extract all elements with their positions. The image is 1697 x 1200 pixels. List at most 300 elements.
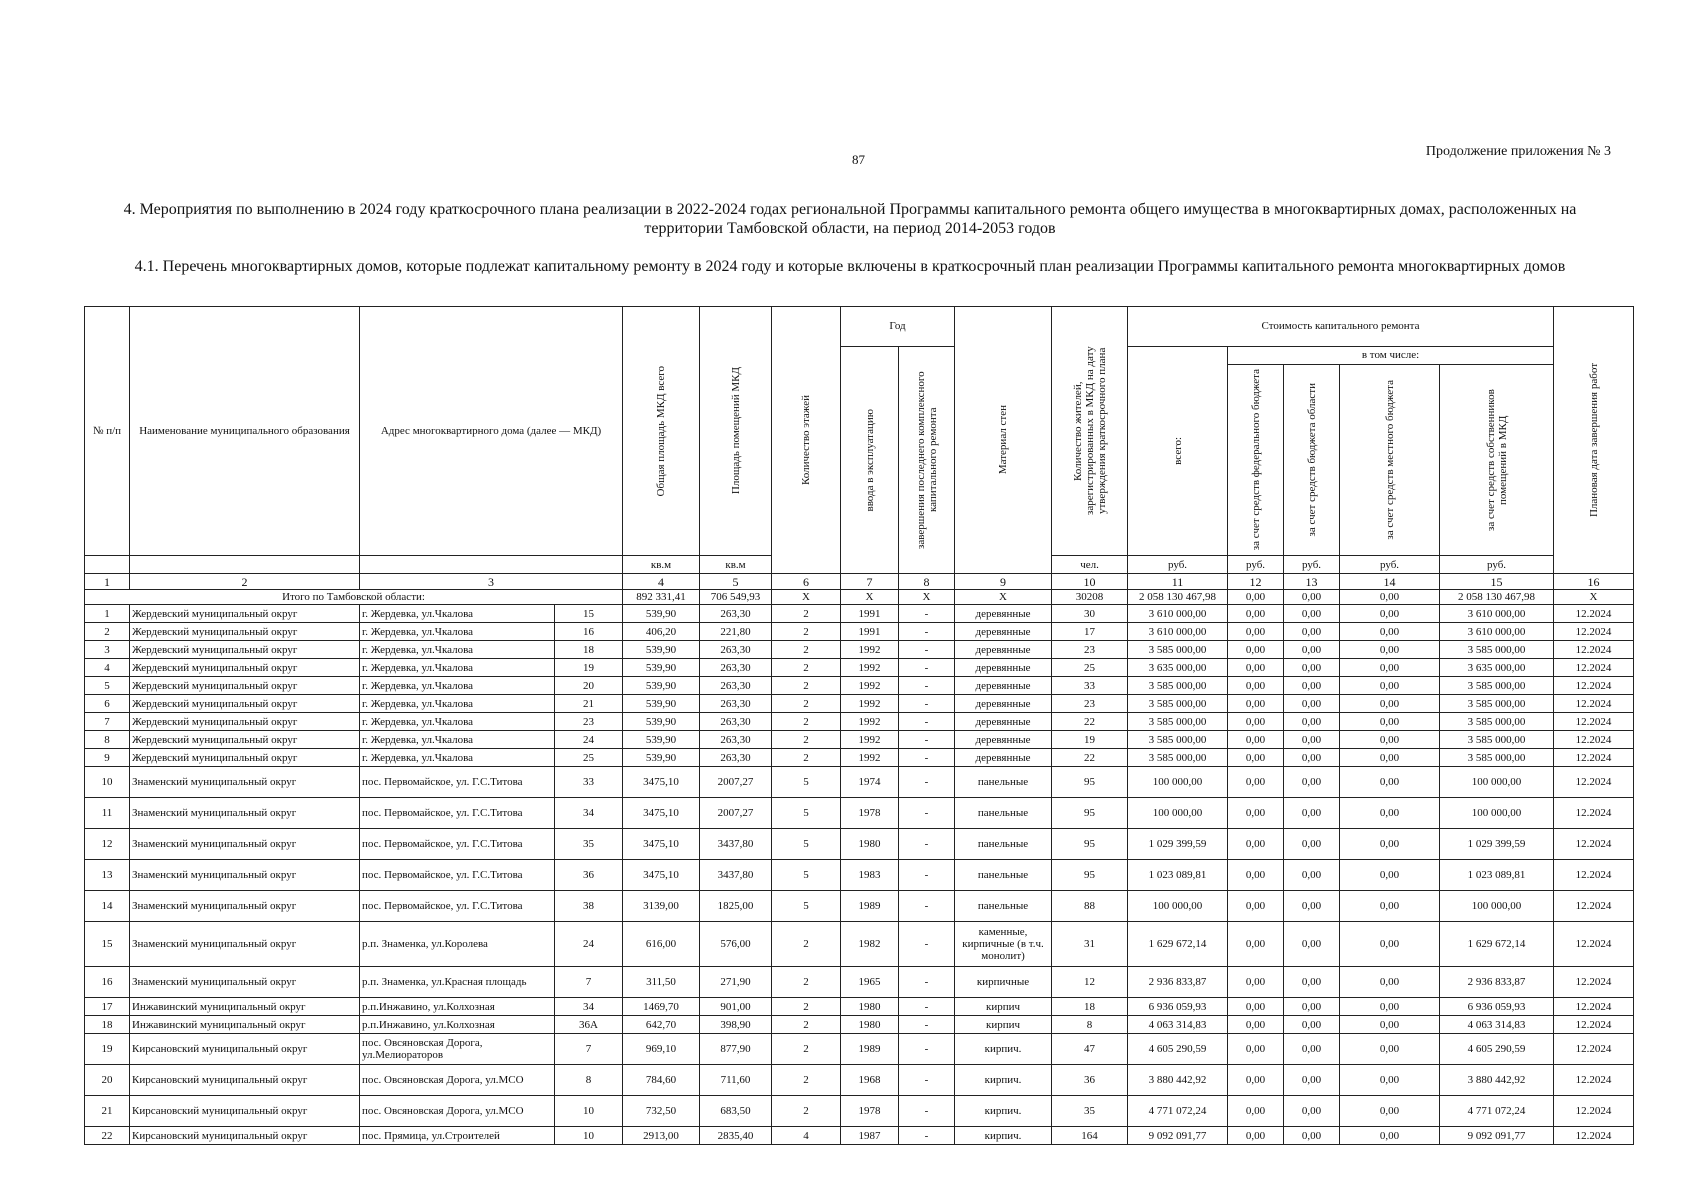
row-rooms: 263,30 — [700, 605, 772, 623]
table-row — [85, 998, 1634, 1016]
row-rooms: 263,30 — [700, 749, 772, 767]
row-cost-total: 3 585 000,00 — [1128, 713, 1228, 731]
unit-area: кв.м — [623, 556, 700, 574]
row-municipality: Кирсановский муниципальный округ — [130, 1065, 360, 1096]
row-cost-total: 3 585 000,00 — [1128, 641, 1228, 659]
header-local: за счет средств местного бюджета — [1340, 365, 1440, 556]
row-cost-fed: 0,00 — [1228, 967, 1284, 998]
row-rooms: 263,30 — [700, 659, 772, 677]
table-row — [85, 1016, 1634, 1034]
row-floors: 2 — [772, 731, 841, 749]
row-municipality: Знаменский муниципальный округ — [130, 829, 360, 860]
row-municipality: Инжавинский муниципальный округ — [130, 1016, 360, 1034]
row-walls: деревянные — [955, 713, 1052, 731]
row-cost-total: 3 585 000,00 — [1128, 731, 1228, 749]
row-area: 616,00 — [623, 922, 700, 967]
row-address: г. Жердевка, ул.Чкалова — [360, 749, 555, 767]
row-address: г. Жердевка, ул.Чкалова — [360, 623, 555, 641]
table-row — [85, 922, 1634, 967]
row-year-built: 1965 — [841, 967, 899, 998]
row-year-built: 1991 — [841, 605, 899, 623]
row-year-built: 1980 — [841, 829, 899, 860]
row-address: р.п. Знаменка, ул.Королева — [360, 922, 555, 967]
row-walls: деревянные — [955, 641, 1052, 659]
row-cost-reg: 0,00 — [1284, 798, 1340, 829]
row-number: 10 — [85, 767, 130, 798]
row-year-repair: - — [899, 1065, 955, 1096]
row-floors: 2 — [772, 749, 841, 767]
row-house: 16 — [555, 623, 623, 641]
row-residents: 31 — [1052, 922, 1128, 967]
row-cost-reg: 0,00 — [1284, 641, 1340, 659]
row-floors: 2 — [772, 998, 841, 1016]
row-cost-fed: 0,00 — [1228, 767, 1284, 798]
row-rooms: 263,30 — [700, 731, 772, 749]
row-cost-owners: 100 000,00 — [1440, 798, 1554, 829]
row-date: 12.2024 — [1554, 641, 1634, 659]
row-year-repair: - — [899, 641, 955, 659]
row-address: пос. Прямица, ул.Строителей — [360, 1127, 555, 1145]
row-cost-local: 0,00 — [1340, 677, 1440, 695]
row-cost-reg: 0,00 — [1284, 1016, 1340, 1034]
row-number: 14 — [85, 891, 130, 922]
row-date: 12.2024 — [1554, 1034, 1634, 1065]
row-year-built: 1987 — [841, 1127, 899, 1145]
row-walls: деревянные — [955, 623, 1052, 641]
row-house: 34 — [555, 998, 623, 1016]
row-house: 8 — [555, 1065, 623, 1096]
row-walls: деревянные — [955, 749, 1052, 767]
row-date: 12.2024 — [1554, 1065, 1634, 1096]
row-cost-owners: 3 585 000,00 — [1440, 641, 1554, 659]
row-area: 784,60 — [623, 1065, 700, 1096]
row-cost-owners: 3 585 000,00 — [1440, 731, 1554, 749]
row-cost-reg: 0,00 — [1284, 1065, 1340, 1096]
row-residents: 95 — [1052, 860, 1128, 891]
row-date: 12.2024 — [1554, 749, 1634, 767]
row-municipality: Знаменский муниципальный округ — [130, 767, 360, 798]
row-walls: каменные, кирпичные (в т.ч. монолит) — [955, 922, 1052, 967]
row-number: 8 — [85, 731, 130, 749]
row-walls: деревянные — [955, 677, 1052, 695]
row-cost-local: 0,00 — [1340, 1065, 1440, 1096]
row-rooms: 263,30 — [700, 641, 772, 659]
row-number: 1 — [85, 605, 130, 623]
header-year-repair: завершения последнего комплексного капитального ремонта — [899, 347, 955, 574]
row-cost-total: 3 610 000,00 — [1128, 623, 1228, 641]
row-house: 23 — [555, 713, 623, 731]
row-walls: деревянные — [955, 605, 1052, 623]
row-cost-local: 0,00 — [1340, 713, 1440, 731]
row-number: 13 — [85, 860, 130, 891]
column-numbers-row: 1 2 3 4 5 6 7 8 9 10 11 12 13 14 15 16 — [85, 574, 1634, 590]
row-year-built: 1992 — [841, 659, 899, 677]
header-year-built: ввода в эксплуатацию — [841, 347, 899, 574]
row-rooms: 2835,40 — [700, 1127, 772, 1145]
row-cost-total: 100 000,00 — [1128, 798, 1228, 829]
header-walls: Материал стен — [955, 307, 1052, 574]
row-address: пос. Первомайское, ул. Г.С.Титова — [360, 829, 555, 860]
row-cost-total: 100 000,00 — [1128, 767, 1228, 798]
table-row — [85, 659, 1634, 677]
row-cost-total: 6 936 059,93 — [1128, 998, 1228, 1016]
row-cost-reg: 0,00 — [1284, 1127, 1340, 1145]
row-cost-fed: 0,00 — [1228, 713, 1284, 731]
row-cost-fed: 0,00 — [1228, 605, 1284, 623]
row-house: 35 — [555, 829, 623, 860]
unit-empty-3 — [360, 556, 623, 574]
row-rooms: 263,30 — [700, 713, 772, 731]
table-row — [85, 1096, 1634, 1127]
header-floors: Количество этажей — [772, 307, 841, 574]
row-residents: 95 — [1052, 829, 1128, 860]
row-cost-owners: 4 063 314,83 — [1440, 1016, 1554, 1034]
row-area: 732,50 — [623, 1096, 700, 1127]
row-cost-fed: 0,00 — [1228, 829, 1284, 860]
row-municipality: Жердевский муниципальный округ — [130, 677, 360, 695]
row-cost-local: 0,00 — [1340, 922, 1440, 967]
row-year-built: 1978 — [841, 1096, 899, 1127]
row-year-repair: - — [899, 1016, 955, 1034]
row-cost-fed: 0,00 — [1228, 641, 1284, 659]
row-year-built: 1980 — [841, 1016, 899, 1034]
row-house: 25 — [555, 749, 623, 767]
row-residents: 22 — [1052, 713, 1128, 731]
row-residents: 19 — [1052, 731, 1128, 749]
row-cost-owners: 100 000,00 — [1440, 891, 1554, 922]
row-municipality: Кирсановский муниципальный округ — [130, 1034, 360, 1065]
row-cost-owners: 3 610 000,00 — [1440, 623, 1554, 641]
row-floors: 5 — [772, 891, 841, 922]
row-cost-owners: 6 936 059,93 — [1440, 998, 1554, 1016]
row-cost-reg: 0,00 — [1284, 860, 1340, 891]
row-cost-reg: 0,00 — [1284, 695, 1340, 713]
row-rooms: 271,90 — [700, 967, 772, 998]
totals-area: 892 331,41 — [623, 590, 700, 605]
table-row — [85, 641, 1634, 659]
row-cost-owners: 1 629 672,14 — [1440, 922, 1554, 967]
row-year-built: 1992 — [841, 749, 899, 767]
row-rooms: 3437,80 — [700, 829, 772, 860]
row-floors: 2 — [772, 677, 841, 695]
row-number: 7 — [85, 713, 130, 731]
row-cost-fed: 0,00 — [1228, 1127, 1284, 1145]
row-cost-fed: 0,00 — [1228, 860, 1284, 891]
row-cost-owners: 3 635 000,00 — [1440, 659, 1554, 677]
row-house: 10 — [555, 1127, 623, 1145]
totals-local: 0,00 — [1340, 590, 1440, 605]
header-address: Адрес многоквартирного дома (далее — МКД) — [360, 307, 623, 556]
header-year-group: Год — [841, 307, 955, 347]
row-date: 12.2024 — [1554, 677, 1634, 695]
totals-reg: 0,00 — [1284, 590, 1340, 605]
row-cost-local: 0,00 — [1340, 998, 1440, 1016]
document-subtitle: 4.1. Перечень многоквартирных домов, которые подлежат капитальному ремонту в 2024 году и которые включены в краткосрочный план реализации Программы капитального ремонта многоквартирных домов — [134, 258, 1566, 275]
totals-residents: 30208 — [1052, 590, 1128, 605]
row-rooms: 2007,27 — [700, 767, 772, 798]
row-area: 3139,00 — [623, 891, 700, 922]
table-row — [85, 891, 1634, 922]
row-residents: 36 — [1052, 1065, 1128, 1096]
page-number: 87 — [852, 152, 865, 167]
row-cost-owners: 9 092 091,77 — [1440, 1127, 1554, 1145]
row-floors: 2 — [772, 1065, 841, 1096]
row-cost-owners: 3 585 000,00 — [1440, 749, 1554, 767]
row-floors: 2 — [772, 713, 841, 731]
unit-empty-2 — [130, 556, 360, 574]
row-rooms: 398,90 — [700, 1016, 772, 1034]
row-area: 539,90 — [623, 677, 700, 695]
row-municipality: Знаменский муниципальный округ — [130, 798, 360, 829]
row-address: г. Жердевка, ул.Чкалова — [360, 659, 555, 677]
row-year-built: 1991 — [841, 623, 899, 641]
row-floors: 2 — [772, 1096, 841, 1127]
row-residents: 47 — [1052, 1034, 1128, 1065]
row-walls: панельные — [955, 829, 1052, 860]
table-row — [85, 677, 1634, 695]
totals-cost: 2 058 130 467,98 — [1128, 590, 1228, 605]
row-cost-local: 0,00 — [1340, 767, 1440, 798]
row-walls: деревянные — [955, 731, 1052, 749]
row-year-built: 1974 — [841, 767, 899, 798]
row-residents: 25 — [1052, 659, 1128, 677]
row-house: 19 — [555, 659, 623, 677]
row-cost-local: 0,00 — [1340, 860, 1440, 891]
row-walls: кирпич. — [955, 1034, 1052, 1065]
row-cost-fed: 0,00 — [1228, 922, 1284, 967]
row-address: пос. Первомайское, ул. Г.С.Титова — [360, 860, 555, 891]
header-including: в том числе: — [1228, 347, 1554, 365]
row-year-built: 1992 — [841, 713, 899, 731]
unit-rub-total: руб. — [1128, 556, 1228, 574]
row-municipality: Жердевский муниципальный округ — [130, 605, 360, 623]
header-num: № п/п — [85, 307, 130, 556]
row-cost-local: 0,00 — [1340, 967, 1440, 998]
row-walls: кирпич — [955, 998, 1052, 1016]
row-number: 16 — [85, 967, 130, 998]
row-year-repair: - — [899, 695, 955, 713]
row-rooms: 2007,27 — [700, 798, 772, 829]
row-cost-total: 3 880 442,92 — [1128, 1065, 1228, 1096]
row-rooms: 3437,80 — [700, 860, 772, 891]
row-number: 18 — [85, 1016, 130, 1034]
row-area: 969,10 — [623, 1034, 700, 1065]
row-cost-fed: 0,00 — [1228, 1034, 1284, 1065]
row-walls: панельные — [955, 860, 1052, 891]
row-walls: кирпич — [955, 1016, 1052, 1034]
row-residents: 164 — [1052, 1127, 1128, 1145]
row-rooms: 576,00 — [700, 922, 772, 967]
row-rooms: 263,30 — [700, 677, 772, 695]
row-house: 18 — [555, 641, 623, 659]
row-address: г. Жердевка, ул.Чкалова — [360, 731, 555, 749]
row-address: пос. Первомайское, ул. Г.С.Титова — [360, 767, 555, 798]
row-cost-fed: 0,00 — [1228, 1096, 1284, 1127]
row-cost-reg: 0,00 — [1284, 998, 1340, 1016]
row-address: г. Жердевка, ул.Чкалова — [360, 641, 555, 659]
totals-built: Х — [841, 590, 899, 605]
row-year-built: 1980 — [841, 998, 899, 1016]
row-floors: 5 — [772, 860, 841, 891]
row-house: 7 — [555, 1034, 623, 1065]
row-floors: 2 — [772, 659, 841, 677]
row-number: 3 — [85, 641, 130, 659]
row-cost-owners: 3 585 000,00 — [1440, 695, 1554, 713]
row-address: р.п.Инжавино, ул.Колхозная — [360, 1016, 555, 1034]
row-address: пос. Первомайское, ул. Г.С.Титова — [360, 798, 555, 829]
row-floors: 5 — [772, 798, 841, 829]
row-cost-local: 0,00 — [1340, 1016, 1440, 1034]
row-address: г. Жердевка, ул.Чкалова — [360, 713, 555, 731]
row-year-repair: - — [899, 767, 955, 798]
row-rooms: 877,90 — [700, 1034, 772, 1065]
row-house: 24 — [555, 731, 623, 749]
row-municipality: Знаменский муниципальный округ — [130, 967, 360, 998]
row-area: 3475,10 — [623, 860, 700, 891]
row-municipality: Жердевский муниципальный округ — [130, 749, 360, 767]
totals-floors: Х — [772, 590, 841, 605]
row-date: 12.2024 — [1554, 998, 1634, 1016]
header-completion-date: Плановая дата завершения работ — [1554, 307, 1634, 574]
row-residents: 35 — [1052, 1096, 1128, 1127]
row-cost-total: 1 029 399,59 — [1128, 829, 1228, 860]
row-cost-reg: 0,00 — [1284, 1034, 1340, 1065]
row-year-built: 1978 — [841, 798, 899, 829]
row-address: р.п.Инжавино, ул.Колхозная — [360, 998, 555, 1016]
row-residents: 88 — [1052, 891, 1128, 922]
table-row — [85, 967, 1634, 998]
row-date: 12.2024 — [1554, 891, 1634, 922]
row-residents: 33 — [1052, 677, 1128, 695]
row-year-repair: - — [899, 713, 955, 731]
row-address: г. Жердевка, ул.Чкалова — [360, 695, 555, 713]
row-house: 24 — [555, 922, 623, 967]
row-date: 12.2024 — [1554, 1127, 1634, 1145]
row-cost-local: 0,00 — [1340, 1127, 1440, 1145]
row-date: 12.2024 — [1554, 659, 1634, 677]
row-walls: панельные — [955, 798, 1052, 829]
table-row — [85, 1065, 1634, 1096]
row-floors: 2 — [772, 695, 841, 713]
row-year-repair: - — [899, 860, 955, 891]
row-cost-total: 3 635 000,00 — [1128, 659, 1228, 677]
row-residents: 8 — [1052, 1016, 1128, 1034]
row-year-repair: - — [899, 829, 955, 860]
row-municipality: Жердевский муниципальный округ — [130, 731, 360, 749]
row-area: 1469,70 — [623, 998, 700, 1016]
totals-walls: Х — [955, 590, 1052, 605]
row-cost-local: 0,00 — [1340, 641, 1440, 659]
row-municipality: Кирсановский муниципальный округ — [130, 1127, 360, 1145]
row-floors: 2 — [772, 922, 841, 967]
header-area-rooms: Площадь помещений МКД — [700, 307, 772, 556]
row-area: 311,50 — [623, 967, 700, 998]
row-area: 539,90 — [623, 749, 700, 767]
row-cost-owners: 1 023 089,81 — [1440, 860, 1554, 891]
table-row — [85, 860, 1634, 891]
row-cost-fed: 0,00 — [1228, 998, 1284, 1016]
row-cost-reg: 0,00 — [1284, 891, 1340, 922]
row-municipality: Знаменский муниципальный округ — [130, 891, 360, 922]
header-federal: за счет средств федерального бюджета — [1228, 365, 1284, 556]
row-cost-reg: 0,00 — [1284, 731, 1340, 749]
row-rooms: 901,00 — [700, 998, 772, 1016]
row-cost-reg: 0,00 — [1284, 829, 1340, 860]
row-residents: 18 — [1052, 998, 1128, 1016]
row-cost-total: 100 000,00 — [1128, 891, 1228, 922]
totals-row — [85, 590, 1634, 605]
row-year-built: 1982 — [841, 922, 899, 967]
row-year-repair: - — [899, 1127, 955, 1145]
row-area: 539,90 — [623, 713, 700, 731]
row-area: 2913,00 — [623, 1127, 700, 1145]
row-walls: панельные — [955, 767, 1052, 798]
row-date: 12.2024 — [1554, 623, 1634, 641]
row-floors: 2 — [772, 1034, 841, 1065]
row-year-built: 1992 — [841, 677, 899, 695]
row-cost-reg: 0,00 — [1284, 677, 1340, 695]
row-cost-fed: 0,00 — [1228, 677, 1284, 695]
row-house: 33 — [555, 767, 623, 798]
row-address: г. Жердевка, ул.Чкалова — [360, 605, 555, 623]
row-residents: 23 — [1052, 695, 1128, 713]
row-number: 20 — [85, 1065, 130, 1096]
row-number: 4 — [85, 659, 130, 677]
row-year-built: 1983 — [841, 860, 899, 891]
row-number: 6 — [85, 695, 130, 713]
row-rooms: 221,80 — [700, 623, 772, 641]
row-cost-fed: 0,00 — [1228, 731, 1284, 749]
row-cost-fed: 0,00 — [1228, 891, 1284, 922]
row-year-repair: - — [899, 1034, 955, 1065]
row-number: 5 — [85, 677, 130, 695]
unit-area-rooms: кв.м — [700, 556, 772, 574]
row-year-repair: - — [899, 798, 955, 829]
row-cost-total: 2 936 833,87 — [1128, 967, 1228, 998]
row-cost-total: 3 585 000,00 — [1128, 677, 1228, 695]
header-residents: Количество жителей, зарегистрированных в МКД на дату утверждения краткосрочного плана — [1052, 307, 1128, 556]
row-cost-reg: 0,00 — [1284, 967, 1340, 998]
row-cost-owners: 4 605 290,59 — [1440, 1034, 1554, 1065]
row-cost-local: 0,00 — [1340, 749, 1440, 767]
row-municipality: Инжавинский муниципальный округ — [130, 998, 360, 1016]
row-municipality: Жердевский муниципальный округ — [130, 713, 360, 731]
row-cost-local: 0,00 — [1340, 605, 1440, 623]
row-address: пос. Овсяновская Дорога, ул.Мелиораторов — [360, 1034, 555, 1065]
row-cost-local: 0,00 — [1340, 731, 1440, 749]
row-year-built: 1992 — [841, 641, 899, 659]
row-cost-total: 9 092 091,77 — [1128, 1127, 1228, 1145]
unit-rub-local: руб. — [1340, 556, 1440, 574]
row-rooms: 263,30 — [700, 695, 772, 713]
row-walls: кирпич. — [955, 1065, 1052, 1096]
row-cost-owners: 100 000,00 — [1440, 767, 1554, 798]
row-cost-total: 3 610 000,00 — [1128, 605, 1228, 623]
row-area: 642,70 — [623, 1016, 700, 1034]
row-residents: 95 — [1052, 767, 1128, 798]
row-cost-reg: 0,00 — [1284, 713, 1340, 731]
row-house: 36А — [555, 1016, 623, 1034]
totals-owners: 2 058 130 467,98 — [1440, 590, 1554, 605]
row-cost-local: 0,00 — [1340, 798, 1440, 829]
row-address: пос. Овсяновская Дорога, ул.МСО — [360, 1065, 555, 1096]
row-date: 12.2024 — [1554, 922, 1634, 967]
row-date: 12.2024 — [1554, 798, 1634, 829]
row-cost-total: 4 605 290,59 — [1128, 1034, 1228, 1065]
row-cost-local: 0,00 — [1340, 695, 1440, 713]
row-cost-owners: 4 771 072,24 — [1440, 1096, 1554, 1127]
row-year-repair: - — [899, 605, 955, 623]
